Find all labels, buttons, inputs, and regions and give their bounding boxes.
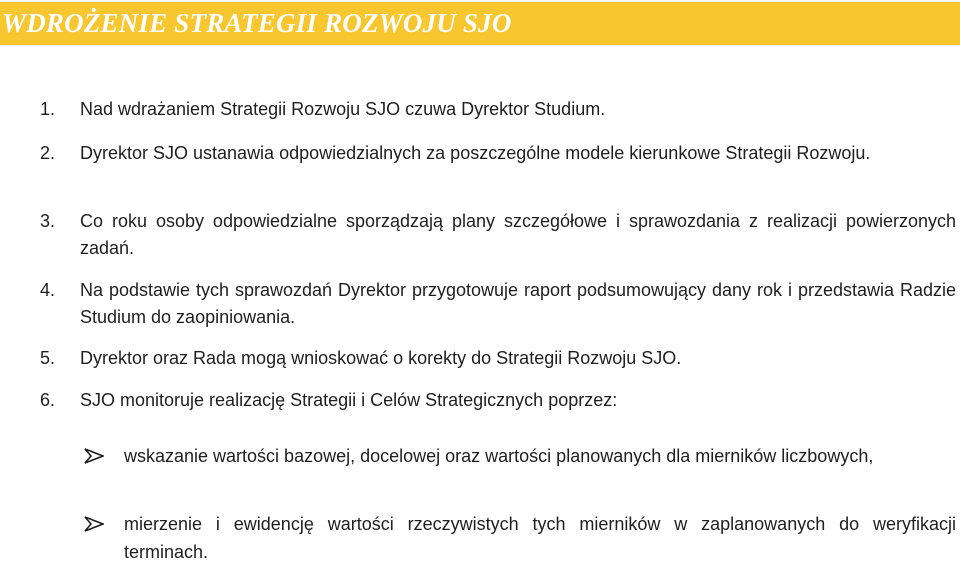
- bullet-text: mierzenie i ewidencję wartości rzeczywistych tych mierników w zaplanowanych do weryfikacji terminach.: [124, 514, 956, 562]
- item-number: 1.: [40, 99, 56, 119]
- item-text: SJO monitoruje realizację Strategii i Celów Strategicznych poprzez:: [80, 390, 618, 410]
- item-text: Dyrektor oraz Rada mogą wnioskować o korekty do Strategii Rozwoju SJO.: [80, 348, 682, 368]
- item-number: 3.: [40, 211, 56, 231]
- item-number: 4.: [40, 280, 56, 300]
- item-number: 6.: [40, 390, 56, 410]
- page-title: WDROŻENIE STRATEGII ROZWOJU SJO: [2, 8, 512, 38]
- item-text: Nad wdrażaniem Strategii Rozwoju SJO czuwa Dyrektor Studium.: [80, 99, 606, 119]
- item-text: Co roku osoby odpowiedzialne sporządzają plany szczegółowe i sprawozdania z realizacji powierzonych zadań.: [80, 211, 956, 258]
- item-number: 5.: [40, 348, 56, 368]
- item-number: 2.: [40, 143, 56, 163]
- arrow-bullet-icon: [84, 516, 104, 532]
- arrow-bullet-icon: [84, 448, 104, 464]
- bullet-text: wskazanie wartości bazowej, docelowej oraz wartości planowanych dla mierników liczbowych,: [124, 446, 874, 466]
- item-text: Na podstawie tych sprawozdań Dyrektor przygotowuje raport podsumowujący dany rok i przedstawia Radzie Studium do zaopiniowania.: [80, 280, 956, 327]
- item-text: Dyrektor SJO ustanawia odpowiedzialnych za poszczególne modele kierunkowe Strategii Rozwoju.: [80, 143, 871, 163]
